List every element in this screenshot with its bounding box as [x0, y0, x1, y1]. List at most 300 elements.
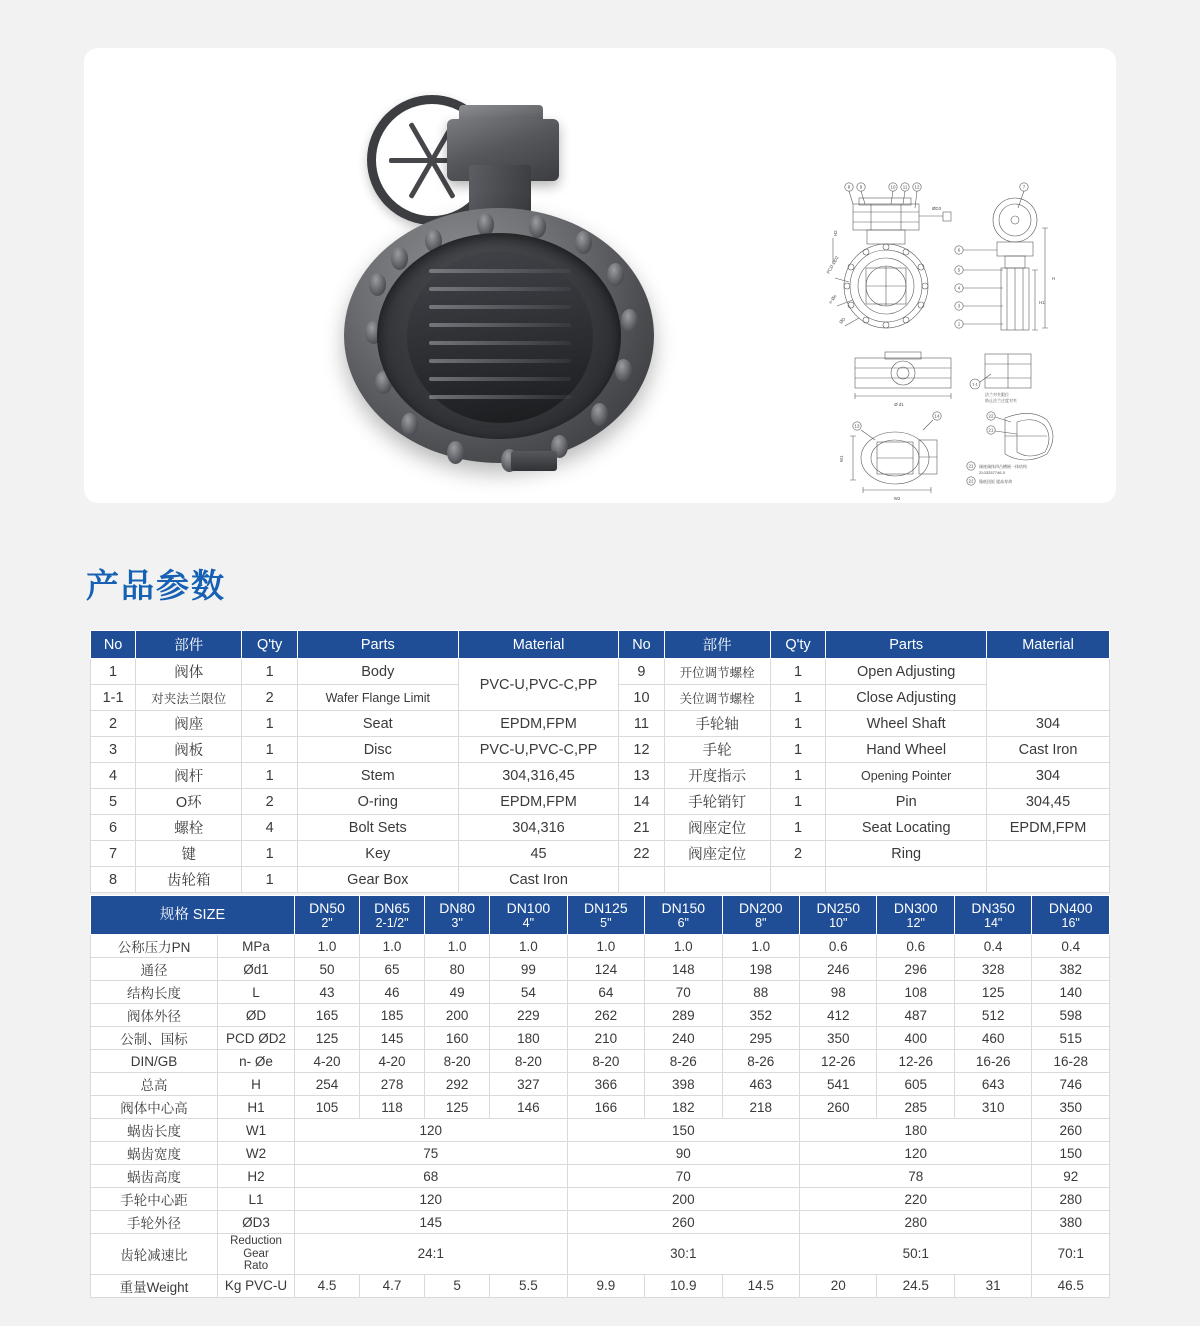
size-cell: 412 [800, 1004, 877, 1027]
parts-cell-cn: 阀座定位 [664, 841, 770, 867]
size-cell: 150 [1032, 1142, 1110, 1165]
parts-cell-qty: 1 [770, 659, 826, 685]
size-cell: 166 [567, 1096, 644, 1119]
parts-cell-en: Wafer Flange Limit [297, 685, 458, 711]
parts-cell-material: Cast Iron [987, 737, 1110, 763]
size-cell: 398 [645, 1073, 722, 1096]
valve-bottom-boss [511, 451, 557, 471]
table-row [91, 1004, 1110, 1027]
parts-cell-no: 2 [91, 711, 136, 737]
size-cell: 5.5 [490, 1274, 567, 1297]
drawing-note-a: 法兰对夹限位 [985, 392, 1009, 397]
size-cell: 463 [722, 1073, 799, 1096]
svg-text:PCD ØD2: PCD ØD2 [825, 255, 840, 275]
parts-cell-en: Wheel Shaft [826, 711, 987, 737]
svg-text:12: 12 [914, 184, 920, 190]
size-column-inch: 2-1/2" [375, 915, 409, 930]
size-row-unit: L1 [218, 1188, 295, 1211]
size-row-unit: H2 [218, 1165, 295, 1188]
size-cell: 180 [800, 1119, 1032, 1142]
size-cell: 31 [954, 1274, 1031, 1297]
size-cell: 80 [425, 958, 490, 981]
size-column-inch: 5" [600, 915, 612, 930]
size-row-unit: PCD ØD2 [218, 1027, 295, 1050]
size-cell: 24.5 [877, 1274, 954, 1297]
size-cell: 285 [877, 1096, 954, 1119]
parts-cell-qty: 1 [770, 737, 826, 763]
parts-cell-cn: 关位调节螺栓 [664, 685, 770, 711]
parts-cell-en: Pin [826, 789, 987, 815]
svg-text:14: 14 [934, 413, 940, 419]
butterfly-valve-photo [329, 83, 709, 473]
parts-cell-no [619, 867, 664, 893]
svg-text:H2: H2 [833, 230, 838, 236]
parts-cell-material: 304,316,45 [458, 763, 619, 789]
parts-cell-qty: 1 [242, 867, 298, 893]
drawing-note-e: 隆低扭矩 提高寿命 [979, 479, 1013, 484]
size-cell: 1.0 [425, 935, 490, 958]
size-column-inch: 4" [522, 915, 535, 930]
table-row [91, 958, 1110, 981]
parts-cell-cn: 阀体 [136, 659, 242, 685]
table-row [91, 1211, 1110, 1234]
parts-cell-qty: 1 [770, 789, 826, 815]
table-row [91, 789, 1110, 815]
svg-text:13: 13 [854, 423, 860, 429]
table-row [91, 763, 1110, 789]
svg-text:H1: H1 [1039, 300, 1045, 305]
parts-cell-material: 304 [987, 763, 1110, 789]
size-cell: 0.4 [954, 935, 1031, 958]
size-cell: 1.0 [645, 935, 722, 958]
svg-text:10: 10 [890, 184, 896, 190]
parts-cell-material: 304 [987, 711, 1110, 737]
table-row [91, 981, 1110, 1004]
svg-text:H: H [1052, 276, 1056, 281]
size-cell: 140 [1032, 981, 1110, 1004]
size-cell: 30:1 [567, 1234, 799, 1275]
size-cell: 260 [1032, 1119, 1110, 1142]
size-cell: 8-20 [567, 1050, 644, 1073]
svg-text:21: 21 [988, 427, 994, 433]
size-cell: 182 [645, 1096, 722, 1119]
svg-text:11: 11 [902, 184, 908, 190]
size-row-unit: n- Øe [218, 1050, 295, 1073]
parts-cell-cn: 对夹法兰限位 [136, 685, 242, 711]
size-cell: 541 [800, 1073, 877, 1096]
table-row [91, 1234, 1110, 1275]
parts-cell-qty: 1 [242, 737, 298, 763]
size-cell: 487 [877, 1004, 954, 1027]
size-cell: 43 [295, 981, 360, 1004]
size-row-unit: Kg PVC-U [218, 1274, 295, 1297]
size-cell: 200 [425, 1004, 490, 1027]
parts-cell-en: Close Adjusting [826, 685, 987, 711]
size-cell: 9.9 [567, 1274, 644, 1297]
table-row [91, 1274, 1110, 1297]
parts-cell-en: Open Adjusting [826, 659, 987, 685]
table-row [91, 935, 1110, 958]
parts-cell-no: 8 [91, 867, 136, 893]
svg-text:3: 3 [957, 303, 961, 309]
parts-cell-qty: 4 [242, 815, 298, 841]
parts-cell-qty: 1 [242, 711, 298, 737]
size-cell: 1.0 [567, 935, 644, 958]
size-column-header [645, 896, 722, 935]
parts-cell-no: 10 [619, 685, 664, 711]
size-row-label: 蜗齿宽度 [91, 1142, 218, 1165]
size-cell: 160 [425, 1027, 490, 1050]
size-header-label: 规格 SIZE [91, 896, 295, 935]
size-cell: 5 [425, 1274, 490, 1297]
size-cell: 46.5 [1032, 1274, 1110, 1297]
size-column-header [800, 896, 877, 935]
parts-cell-material: 45 [458, 841, 619, 867]
size-cell: 10.9 [645, 1274, 722, 1297]
svg-text:ØD: ØD [838, 316, 847, 325]
size-column-dn: DN400 [1048, 899, 1093, 916]
parts-cell-no: 4 [91, 763, 136, 789]
size-cell: 292 [425, 1073, 490, 1096]
size-cell: 145 [360, 1027, 425, 1050]
size-cell: 382 [1032, 958, 1110, 981]
size-column-header [295, 896, 360, 935]
parts-cell-en: Bolt Sets [297, 815, 458, 841]
size-cell: 125 [295, 1027, 360, 1050]
size-row-label: DIN/GB [91, 1050, 218, 1073]
parts-cell-qty [770, 867, 826, 893]
parts-cell-en: Seat [297, 711, 458, 737]
size-cell: 260 [800, 1096, 877, 1119]
parts-cell-cn: 阀板 [136, 737, 242, 763]
table-row [91, 1142, 1110, 1165]
size-cell: 310 [954, 1096, 1031, 1119]
drawing-note-b: 防止法兰过度对夹 [985, 398, 1017, 403]
size-column-dn: DN65 [374, 899, 410, 916]
size-cell: 120 [800, 1142, 1032, 1165]
parts-cell-cn: 阀座定位 [664, 815, 770, 841]
parts-header-no-right: No [619, 631, 664, 659]
parts-cell-qty: 2 [242, 685, 298, 711]
size-cell: 210 [567, 1027, 644, 1050]
parts-cell-en: Ring [826, 841, 987, 867]
size-cell: 90 [567, 1142, 799, 1165]
size-cell: 254 [295, 1073, 360, 1096]
parts-cell-no: 21 [619, 815, 664, 841]
parts-cell-en: Opening Pointer [826, 763, 987, 789]
parts-header-parts-left: Parts [297, 631, 458, 659]
drawing-note-d: ZL03257746.X [979, 470, 1006, 475]
size-cell: 65 [360, 958, 425, 981]
svg-text:1: 1 [957, 321, 961, 327]
parts-cell-qty: 1 [770, 815, 826, 841]
size-cell: 49 [425, 981, 490, 1004]
size-cell: 4-20 [295, 1050, 360, 1073]
svg-text:9: 9 [859, 184, 863, 190]
size-cell: 643 [954, 1073, 1031, 1096]
size-column-inch: 14" [984, 915, 1003, 930]
parts-header-qty-right: Q'ty [770, 631, 826, 659]
table-row [91, 867, 1110, 893]
parts-cell-no: 12 [619, 737, 664, 763]
size-cell: 200 [567, 1188, 799, 1211]
size-row-label: 通径 [91, 958, 218, 981]
size-cell: 278 [360, 1073, 425, 1096]
table-row [91, 659, 1110, 685]
size-column-inch: 8" [755, 915, 767, 930]
parts-cell-cn: 键 [136, 841, 242, 867]
parts-cell-qty: 1 [242, 841, 298, 867]
product-image-inner [84, 48, 1116, 503]
size-cell: 8-20 [490, 1050, 567, 1073]
size-column-inch: 12" [906, 915, 925, 930]
size-cell: 1.0 [360, 935, 425, 958]
size-cell: 746 [1032, 1073, 1110, 1096]
parts-cell-no: 6 [91, 815, 136, 841]
table-row [91, 1119, 1110, 1142]
parts-header-parts-right: Parts [826, 631, 987, 659]
size-cell: 54 [490, 981, 567, 1004]
size-spec-table [90, 895, 1110, 1298]
parts-cell-en: Body [297, 659, 458, 685]
size-column-inch: 2" [321, 915, 333, 930]
size-column-dn: DN150 [661, 899, 706, 916]
parts-cell-en: O-ring [297, 789, 458, 815]
svg-text:Ø d1: Ø d1 [894, 402, 904, 407]
parts-cell-material: EPDM,FPM [458, 711, 619, 737]
svg-text:W1: W1 [839, 455, 844, 462]
size-cell: 99 [490, 958, 567, 981]
size-column-inch: 10" [829, 915, 848, 930]
table-row [91, 711, 1110, 737]
parts-cell-en [826, 867, 987, 893]
size-cell: 1.0 [722, 935, 799, 958]
size-cell: 8-26 [645, 1050, 722, 1073]
parts-cell-cn: 阀座 [136, 711, 242, 737]
size-row-label: 手轮中心距 [91, 1188, 218, 1211]
page-title: 产品参数 [86, 567, 226, 604]
parts-cell-en: Hand Wheel [826, 737, 987, 763]
size-row-unit: Ød1 [218, 958, 295, 981]
size-row-label: 阀体外径 [91, 1004, 218, 1027]
size-cell: 4.5 [295, 1274, 360, 1297]
parts-cell-cn: 手轮 [664, 737, 770, 763]
size-row-unit: H [218, 1073, 295, 1096]
size-column-dn: DN250 [816, 899, 861, 916]
parts-cell-material: EPDM,FPM [987, 815, 1110, 841]
parts-cell-cn: 螺栓 [136, 815, 242, 841]
size-column-header [1032, 896, 1110, 935]
parts-header-cn-left: 部件 [136, 631, 242, 659]
size-row-label: 公制、国标 [91, 1027, 218, 1050]
parts-header-cn-right: 部件 [664, 631, 770, 659]
parts-list-table [90, 630, 1110, 893]
size-column-inch: 6" [677, 915, 689, 930]
size-cell: 289 [645, 1004, 722, 1027]
parts-cell-qty: 1 [770, 711, 826, 737]
size-cell: 146 [490, 1096, 567, 1119]
parts-cell-cn: 手轮轴 [664, 711, 770, 737]
size-row-unit: W1 [218, 1119, 295, 1142]
svg-text:8: 8 [847, 184, 851, 190]
size-cell: 0.6 [800, 935, 877, 958]
size-column-header [490, 896, 567, 935]
size-cell: 70:1 [1032, 1234, 1110, 1275]
size-cell: 105 [295, 1096, 360, 1119]
size-cell: 0.4 [1032, 935, 1110, 958]
size-column-dn: DN300 [893, 899, 938, 916]
parts-cell-no: 9 [619, 659, 664, 685]
parts-cell-cn: 手轮销钉 [664, 789, 770, 815]
size-cell: 1.0 [490, 935, 567, 958]
size-cell: 350 [800, 1027, 877, 1050]
parts-cell-material [987, 659, 1110, 711]
size-cell: 108 [877, 981, 954, 1004]
parts-cell-material: 304,45 [987, 789, 1110, 815]
size-cell: 125 [425, 1096, 490, 1119]
table-row [91, 1165, 1110, 1188]
size-cell: 280 [1032, 1188, 1110, 1211]
svg-text:22: 22 [968, 478, 974, 484]
size-cell: 70 [567, 1165, 799, 1188]
size-cell: 145 [295, 1211, 568, 1234]
table-row [91, 1188, 1110, 1211]
parts-header-material-right: Material [987, 631, 1110, 659]
size-cell: 12-26 [877, 1050, 954, 1073]
size-row-unit: ØD3 [218, 1211, 295, 1234]
parts-cell-no: 3 [91, 737, 136, 763]
svg-text:1-1: 1-1 [972, 381, 978, 387]
size-column-header [954, 896, 1031, 935]
parts-cell-material: PVC-U,PVC-C,PP [458, 737, 619, 763]
size-cell: 296 [877, 958, 954, 981]
parts-table-header-row [91, 631, 1110, 659]
size-column-inch: 16" [1061, 915, 1080, 930]
table-row [91, 1096, 1110, 1119]
size-cell: 295 [722, 1027, 799, 1050]
size-cell: 328 [954, 958, 1031, 981]
parts-cell-qty: 1 [770, 685, 826, 711]
size-cell: 350 [1032, 1096, 1110, 1119]
parts-cell-no: 1 [91, 659, 136, 685]
size-cell: 50 [295, 958, 360, 981]
size-cell: 280 [800, 1211, 1032, 1234]
size-row-label: 蜗齿长度 [91, 1119, 218, 1142]
svg-text:21: 21 [968, 463, 974, 469]
svg-text:5: 5 [957, 267, 961, 273]
size-row-unit: ØD [218, 1004, 295, 1027]
size-cell: 220 [800, 1188, 1032, 1211]
parts-cell-qty: 2 [770, 841, 826, 867]
size-cell: 150 [567, 1119, 799, 1142]
size-row-label: 蜗齿高度 [91, 1165, 218, 1188]
size-column-dn: DN100 [506, 899, 551, 916]
size-column-header [877, 896, 954, 935]
size-cell: 598 [1032, 1004, 1110, 1027]
size-cell: 118 [360, 1096, 425, 1119]
table-row [91, 1027, 1110, 1050]
parts-cell-cn: 齿轮箱 [136, 867, 242, 893]
size-cell: 185 [360, 1004, 425, 1027]
size-column-header [567, 896, 644, 935]
parts-cell-en: Key [297, 841, 458, 867]
svg-text:6: 6 [957, 247, 961, 253]
size-column-dn: DN350 [971, 899, 1015, 916]
size-cell: 88 [722, 981, 799, 1004]
size-cell: 24:1 [295, 1234, 568, 1275]
size-cell: 246 [800, 958, 877, 981]
size-row-label: 公称压力PN [91, 935, 218, 958]
size-cell: 75 [295, 1142, 568, 1165]
parts-cell-cn: 阀杆 [136, 763, 242, 789]
parts-cell-en: Gear Box [297, 867, 458, 893]
svg-text:7: 7 [1022, 184, 1026, 190]
svg-text:4: 4 [957, 285, 961, 291]
valve-disc [407, 251, 593, 423]
size-cell: 46 [360, 981, 425, 1004]
size-cell: 4-20 [360, 1050, 425, 1073]
size-table-body [91, 935, 1110, 1298]
size-cell: 124 [567, 958, 644, 981]
svg-text:ØD3: ØD3 [932, 206, 942, 211]
parts-cell-no: 22 [619, 841, 664, 867]
size-column-header [425, 896, 490, 935]
size-cell: 400 [877, 1027, 954, 1050]
parts-cell-en: Disc [297, 737, 458, 763]
size-cell: 98 [800, 981, 877, 1004]
size-cell: 14.5 [722, 1274, 799, 1297]
size-cell: 260 [567, 1211, 799, 1234]
size-row-label: 总高 [91, 1073, 218, 1096]
parts-header-material-left: Material [458, 631, 619, 659]
size-row-label: 重量Weight [91, 1274, 218, 1297]
size-column-dn: DN125 [584, 899, 628, 916]
drawing-note-c: 阀座阀体四凸槽嵌一体结构 [979, 464, 1027, 469]
size-row-unit: MPa [218, 935, 295, 958]
size-cell: 352 [722, 1004, 799, 1027]
size-cell: 148 [645, 958, 722, 981]
product-image-card [84, 48, 1116, 503]
parts-header-qty-left: Q'ty [242, 631, 298, 659]
parts-cell-no: 5 [91, 789, 136, 815]
size-row-label: 手轮外径 [91, 1211, 218, 1234]
size-cell: 198 [722, 958, 799, 981]
size-table-header-row [91, 896, 1110, 935]
table-row [91, 841, 1110, 867]
size-cell: 605 [877, 1073, 954, 1096]
size-cell: 229 [490, 1004, 567, 1027]
parts-cell-material: Cast Iron [458, 867, 619, 893]
size-cell: 380 [1032, 1211, 1110, 1234]
table-row [91, 1073, 1110, 1096]
size-cell: 78 [800, 1165, 1032, 1188]
size-cell: 0.6 [877, 935, 954, 958]
size-cell: 125 [954, 981, 1031, 1004]
parts-cell-material [987, 867, 1110, 893]
table-row [91, 815, 1110, 841]
parts-table-body [91, 659, 1110, 893]
size-cell: 70 [645, 981, 722, 1004]
parts-cell-en: Seat Locating [826, 815, 987, 841]
size-cell: 50:1 [800, 1234, 1032, 1275]
size-cell: 92 [1032, 1165, 1110, 1188]
table-row [91, 1050, 1110, 1073]
size-cell: 4.7 [360, 1274, 425, 1297]
size-cell: 460 [954, 1027, 1031, 1050]
size-column-dn: DN200 [738, 899, 783, 916]
parts-cell-cn: 开度指示 [664, 763, 770, 789]
parts-cell-cn [664, 867, 770, 893]
